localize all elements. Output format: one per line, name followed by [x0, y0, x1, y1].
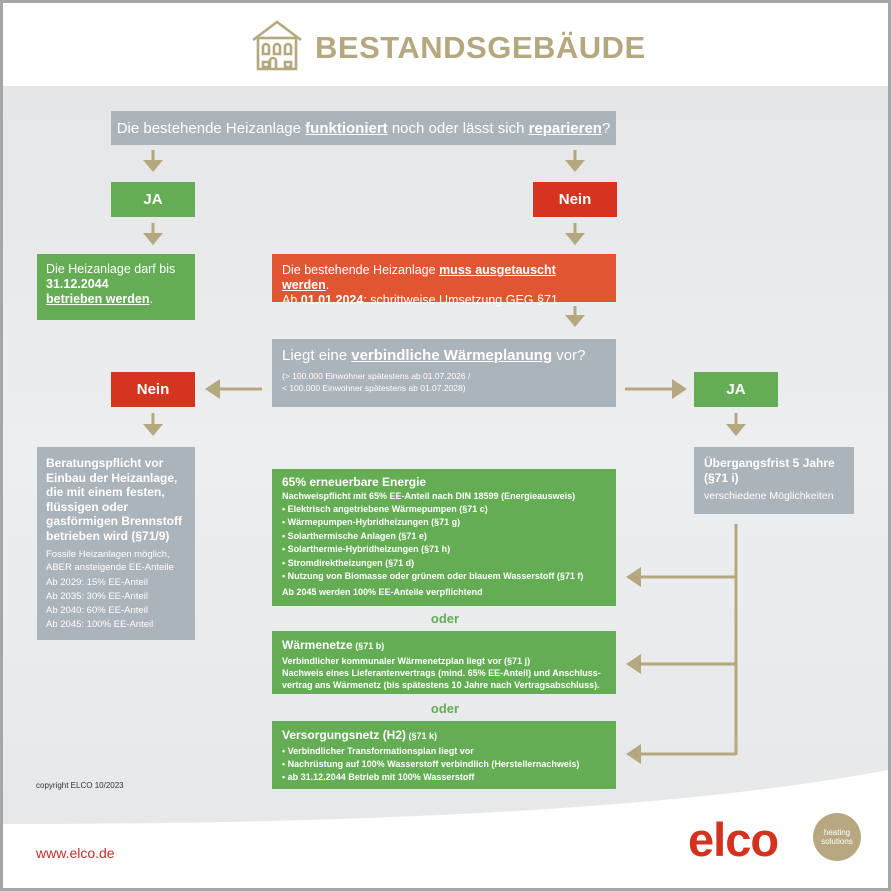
h2-item: • ab 31.12.2044 Betrieb mit 100% Wasserstoff	[282, 772, 475, 782]
oder-label-1: oder	[430, 611, 460, 626]
nein-result-post: .	[325, 278, 330, 292]
nein-result-line2-post: : schrittweise Umsetzung GEG §71	[363, 293, 558, 307]
elco-logo: elco	[688, 813, 779, 866]
ee-item: • Stromdirektheizungen (§71 d)	[282, 557, 415, 568]
q2-sub1: (> 100.000 Einwohner spätestens ab 01.07.2026 /	[282, 371, 471, 381]
waermenetze-line: Verbindlicher kommunaler Wärmenetzplan liegt vor (§71 j)	[282, 656, 531, 666]
beratungspflicht-box	[37, 447, 195, 640]
q2-bold: verbindliche Wärmeplanung	[351, 347, 553, 364]
page-title: BESTANDSGEBÄUDE	[315, 30, 646, 65]
oder-label-2: oder	[430, 701, 460, 716]
nein-result-line2-pre: Ab	[282, 293, 301, 307]
q1-text-mid: noch oder lässt sich	[387, 119, 529, 137]
q2-text-post: vor?	[552, 347, 586, 364]
waermenetze-box	[272, 631, 616, 694]
ee-65-box	[272, 469, 616, 606]
ja-result-date: 31.12.2044	[46, 277, 109, 291]
nein-result-box	[272, 254, 616, 307]
q1-bold-functions: funktioniert	[305, 119, 388, 137]
nein-box-2: Nein	[111, 372, 195, 407]
ee-footer: Ab 2045 werden 100% EE-Anteile verpflichtend	[282, 586, 483, 597]
ja-result-box	[37, 254, 195, 320]
h2-ref: (§71 k)	[406, 731, 438, 741]
q1-text: Die bestehende Heizanlage	[116, 119, 301, 137]
question-heat-planning	[272, 339, 616, 407]
beratung-sub: Fossile Heizanlagen möglich, ABER ansteigende EE-Anteile	[46, 549, 174, 573]
waermenetze-line: vertrag ans Wärmenetz (bis spätestens 10 Jahre nach Vertragsabschluss).	[282, 680, 600, 690]
badge-line2: solutions	[821, 837, 853, 846]
badge-line1: heating	[823, 828, 851, 837]
h2-head: Versorgungsnetz (H2)	[282, 728, 407, 742]
ja-result-bold: betrieben werden	[46, 292, 150, 306]
uebergang-head: Übergangsfrist 5 Jahre (§71 i)	[704, 456, 835, 485]
q1-bold-repair: reparieren	[528, 119, 602, 137]
waermenetze-line: Nachweis eines Lieferantenvertrags (mind. 65% EE-Anteil) und Anschluss-	[282, 668, 601, 678]
q2-sub2: < 100.000 Einwohner spätestens ab 01.07.2028)	[282, 383, 466, 393]
beratung-item: Ab 2035: 30% EE-Anteil	[46, 591, 148, 602]
ee-item: • Solarthermische Anlagen (§71 e)	[282, 530, 427, 541]
ee-item: • Nutzung von Biomasse oder grünem oder blauem Wasserstoff (§71 f)	[282, 571, 584, 581]
ee-item: • Wärmepumpen-Hybridheizungen (§71 g)	[282, 517, 461, 527]
ja-box-1: JA	[111, 182, 195, 217]
nein-result-bold: muss ausgetauscht werden	[282, 263, 556, 292]
beratung-item: Ab 2029: 15% EE-Anteil	[46, 577, 148, 588]
beratung-item: Ab 2045: 100% EE-Anteil	[46, 619, 154, 630]
ja-result-text: Die Heizanlage darf bis	[46, 262, 176, 276]
ee-item: • Solarthermie-Hybridheizungen (§71 h)	[282, 544, 451, 554]
uebergang-sub: verschiedene Möglichkeiten	[704, 490, 834, 502]
h2-item: • Verbindlicher Transformationsplan liegt vor	[282, 746, 474, 756]
website-link[interactable]: www.elco.de	[36, 845, 115, 861]
beratung-item: Ab 2040: 60% EE-Anteil	[46, 605, 148, 616]
q1-text-post: ?	[601, 119, 611, 137]
q2-text: Liegt eine	[282, 347, 352, 364]
ja-result-post: .	[149, 292, 153, 306]
ee-head: 65% erneuerbare Energie	[282, 475, 427, 489]
nein-result-text: Die bestehende Heizanlage	[282, 263, 440, 277]
waermenetze-head: Wärmenetze	[282, 638, 353, 652]
versorgungsnetz-box	[272, 721, 616, 789]
uebergangsfrist-box	[694, 447, 854, 514]
heating-solutions-badge	[813, 813, 861, 861]
ee-line1: Nachweispflicht mit 65% EE-Anteil nach DIN 18599 (Energieausweis)	[282, 491, 576, 501]
ja-box-2: JA	[694, 372, 778, 407]
copyright-text: copyright ELCO 10/2023	[36, 781, 124, 790]
h2-item: • Nachrüstung auf 100% Wasserstoff verbindlich (Herstellernachweis)	[282, 759, 580, 769]
waermenetze-ref: (§71 b)	[352, 641, 385, 651]
nein-result-date: 01.01.2024	[300, 293, 364, 307]
nein-box-1: Nein	[533, 182, 617, 217]
ee-item: • Elektrisch angetriebene Wärmepumpen (§71 c)	[282, 503, 488, 514]
beratung-head: Beratungspflicht vor Einbau der Heizanlage, die mit einem festen, flüssigen oder gasförmigen Brennstoff betrieben wird (§71/9)	[46, 456, 183, 543]
